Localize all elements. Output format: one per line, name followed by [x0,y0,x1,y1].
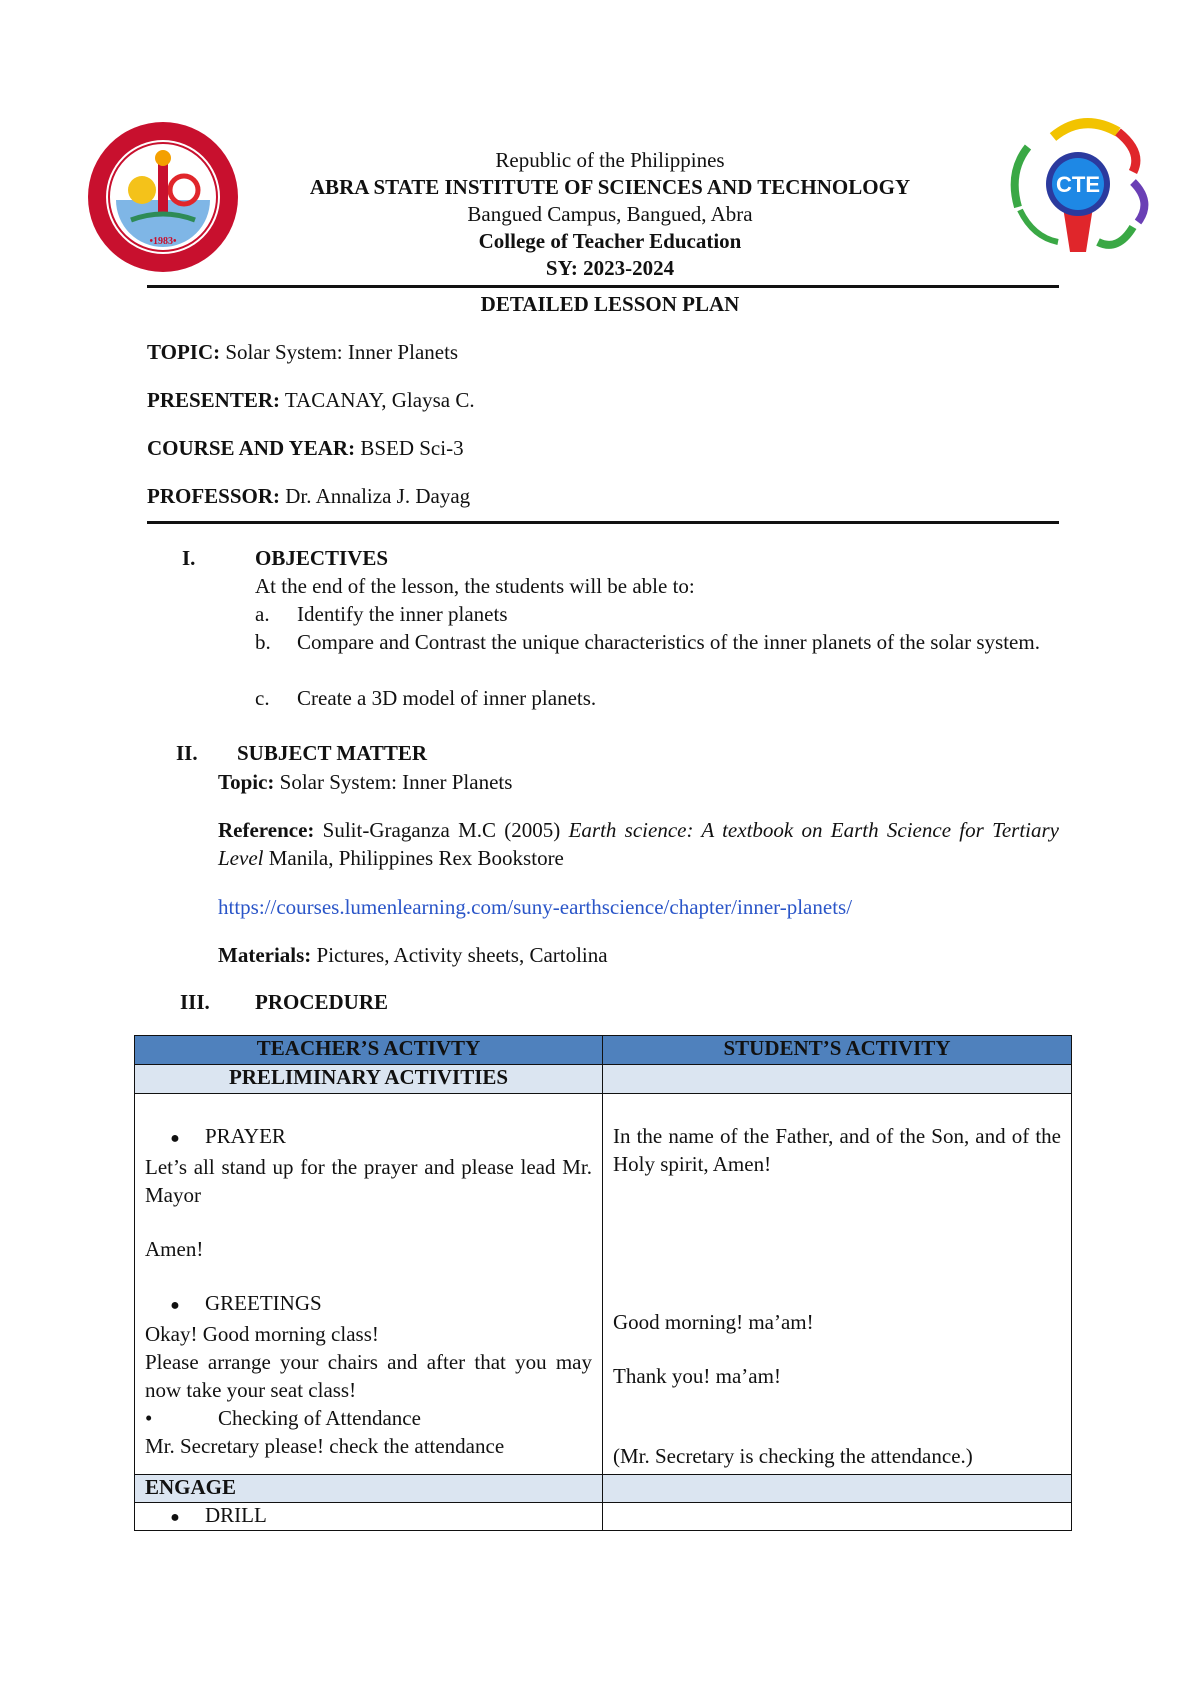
cte-logo [998,112,1158,262]
field-course-label: COURSE AND YEAR: [147,436,356,460]
attendance-text: Mr. Secretary please! check the attendance [145,1434,505,1458]
sm-materials-value: Pictures, Activity sheets, Cartolina [316,943,608,967]
student-greet: Good morning! ma’am! [613,1310,814,1334]
col-teacher-header: TEACHER’S ACTIVTY [135,1036,603,1065]
field-topic-label: TOPIC: [147,340,221,364]
sm-reference-link[interactable]: https://courses.lumenlearning.com/suny-earthscience/chapter/inner-planets/ [218,895,853,919]
attendance-label: Checking of Attendance [218,1406,421,1430]
header-campus: Bangued Campus, Bangued, Abra [467,202,753,226]
header-divider [147,285,1059,288]
engage-label: ENGAGE [135,1475,603,1503]
drill-label: DRILL [205,1503,267,1527]
header-school-year: SY: 2023-2024 [545,256,675,280]
col-student-header: STUDENT’S ACTIVITY [603,1036,1072,1065]
sm-reference-title: Earth science: A textbook on Earth Science for Tertiary Level [218,818,1059,870]
field-course [147,436,464,461]
bullet-icon: ● [170,1509,180,1526]
student-prayer: In the name of the Father, and of the Son, and of the Holy spirit, Amen! [613,1124,1061,1176]
field-presenter-label: PRESENTER: [147,388,281,412]
field-presenter [147,388,475,413]
doc-title: DETAILED LESSON PLAN [480,292,740,316]
bullet-icon: ● [170,1130,180,1147]
drill-empty [603,1503,1072,1531]
subject-matter-number: II. [176,741,198,765]
bullet-icon: ● [170,1297,180,1314]
seal-year: •1983• [149,236,177,247]
student-attendance: (Mr. Secretary is checking the attendance.) [613,1444,973,1468]
objective-b-text: Compare and Contrast the unique characteristics of the inner planets of the solar system. [297,630,1040,654]
procedure-title: PROCEDURE [255,990,389,1014]
field-professor [147,484,470,509]
objective-a-letter: a. [255,602,270,626]
prayer-item [145,1122,592,1153]
objectives-number: I. [182,546,196,570]
preliminary-content-row [135,1094,1072,1475]
student-thanks: Thank you! ma’am! [613,1364,781,1388]
procedure-table [134,1035,1072,1531]
sm-reference-author: Sulit-Graganza M.C (2005) [322,818,561,842]
preliminary-label: PRELIMINARY ACTIVITIES [135,1065,603,1094]
student-preliminary-cell [603,1094,1072,1475]
amen-text: Amen! [145,1237,204,1261]
engage-row [135,1475,1072,1503]
prayer-text: Let’s all stand up for the prayer and please lead Mr. Mayor [145,1155,592,1207]
objective-c-letter: c. [255,686,270,710]
procedure-number: III. [180,990,210,1014]
prayer-label: PRAYER [205,1124,286,1148]
greetings-label: GREETINGS [205,1291,322,1315]
sm-reference [218,816,1059,872]
sm-topic-value: Solar System: Inner Planets [279,770,513,794]
objectives-intro: At the end of the lesson, the students will be able to: [255,574,695,598]
sm-topic-label: Topic: [218,770,275,794]
subject-matter-title: SUBJECT MATTER [237,741,428,765]
greetings-item [145,1289,592,1320]
field-topic [147,340,458,365]
preliminary-row [135,1065,1072,1094]
cte-logo-text: CTE [1056,172,1100,197]
sm-materials [218,941,608,969]
preliminary-empty [603,1065,1072,1094]
drill-row [135,1503,1072,1531]
sm-materials-label: Materials: [218,943,312,967]
drill-cell [135,1503,603,1531]
sm-reference-label: Reference: [218,818,315,842]
attendance-item [145,1404,592,1432]
greet-line-1: Okay! Good morning class! [145,1322,379,1346]
field-professor-value: Dr. Annaliza J. Dayag [285,484,471,508]
objective-b-letter: b. [255,630,271,654]
greet-line-2: Please arrange your chairs and after that you may now take your seat class! [145,1350,592,1402]
sm-reference-publisher: Manila, Philippines Rex Bookstore [268,846,564,870]
teacher-preliminary-cell [135,1094,603,1475]
procedure-header-row [135,1036,1072,1065]
header-institution: ABRA STATE INSTITUTE OF SCIENCES AND TECHNOLOGY [309,175,911,199]
field-professor-label: PROFESSOR: [147,484,281,508]
field-presenter-value: TACANAY, Glaysa C. [284,388,475,412]
engage-empty [603,1475,1072,1503]
bullet-small-icon: • [145,1406,153,1430]
header-college: College of Teacher Education [478,229,742,253]
field-topic-value: Solar System: Inner Planets [225,340,459,364]
field-course-value: BSED Sci-3 [360,436,464,460]
header-republic: Republic of the Philippines [495,148,725,172]
objective-c-text: Create a 3D model of inner planets. [297,686,597,710]
sm-url-row [218,893,852,921]
objective-a-text: Identify the inner planets [297,602,508,626]
asist-seal-logo [86,120,240,274]
sm-topic [218,768,512,796]
objectives-title: OBJECTIVES [255,546,389,570]
fields-divider [147,521,1059,524]
